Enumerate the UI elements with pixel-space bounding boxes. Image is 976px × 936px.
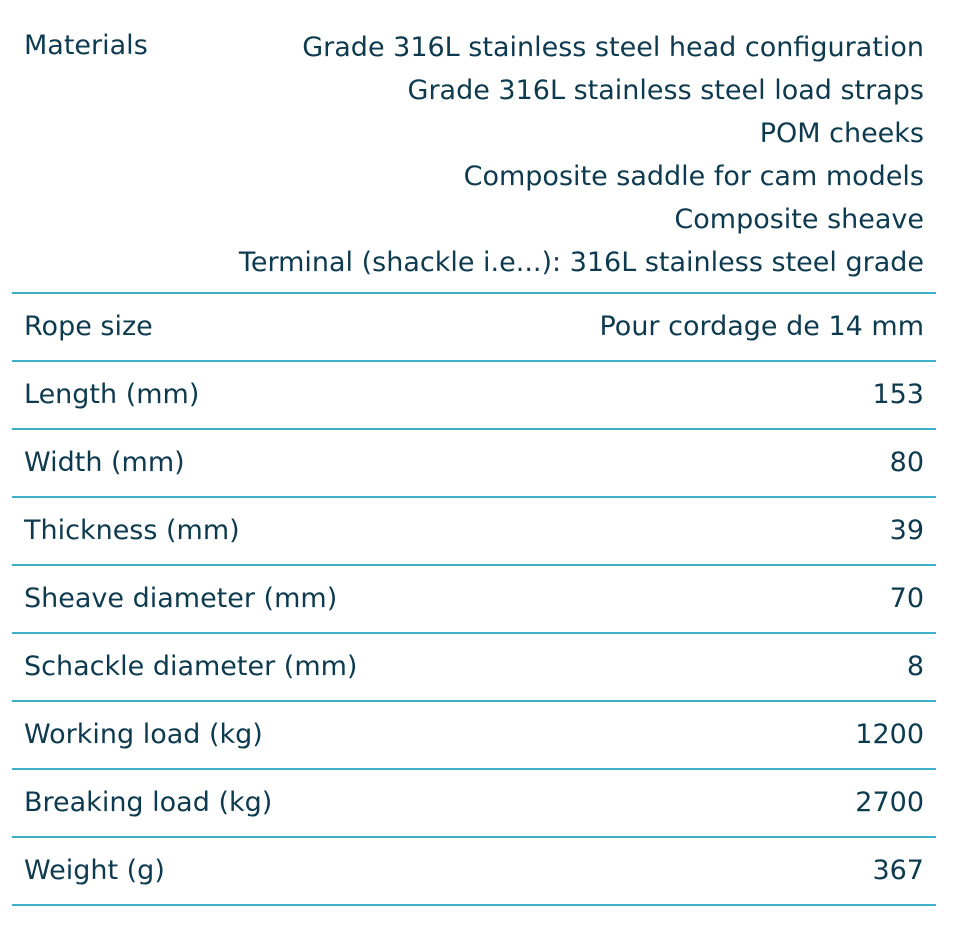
spec-value: 153 [872,379,924,410]
materials-list [239,26,924,284]
spec-value: 39 [889,515,924,546]
spec-row-rope-size [12,294,936,362]
spec-label: Materials [24,30,148,61]
spec-row-weight [12,838,936,906]
spec-value: 367 [872,855,924,886]
spec-row-breaking-load [12,770,936,838]
spec-label: Length (mm) [24,379,200,410]
material-item: Terminal (shackle i.e...): 316L stainless steel grade [238,247,924,278]
spec-row-thickness [12,498,936,566]
spec-label: Sheave diameter (mm) [24,583,338,614]
spec-value: 8 [906,651,924,682]
spec-label: Weight (g) [24,855,165,886]
spec-label: Width (mm) [24,447,185,478]
spec-table [12,0,936,906]
spec-value: 2700 [855,787,924,818]
spec-label: Schackle diameter (mm) [24,651,358,682]
spec-row-width [12,430,936,498]
spec-label: Rope size [24,311,153,342]
material-item: Grade 316L stainless steel head configuration [302,32,924,63]
material-item: Composite saddle for cam models [463,161,924,192]
spec-value: 80 [889,447,924,478]
material-item: POM cheeks [759,118,924,149]
spec-row-working-load [12,702,936,770]
material-item: Grade 316L stainless steel load straps [407,75,924,106]
spec-value: Pour cordage de 14 mm [599,311,924,342]
spec-label: Thickness (mm) [24,515,240,546]
spec-label: Working load (kg) [24,719,263,750]
spec-value: 70 [889,583,924,614]
spec-row-length [12,362,936,430]
spec-row-sheave-diameter [12,566,936,634]
spec-row-schackle-diameter [12,634,936,702]
material-item: Composite sheave [674,204,924,235]
spec-row-materials [12,0,936,294]
spec-value: 1200 [855,719,924,750]
spec-label: Breaking load (kg) [24,787,273,818]
